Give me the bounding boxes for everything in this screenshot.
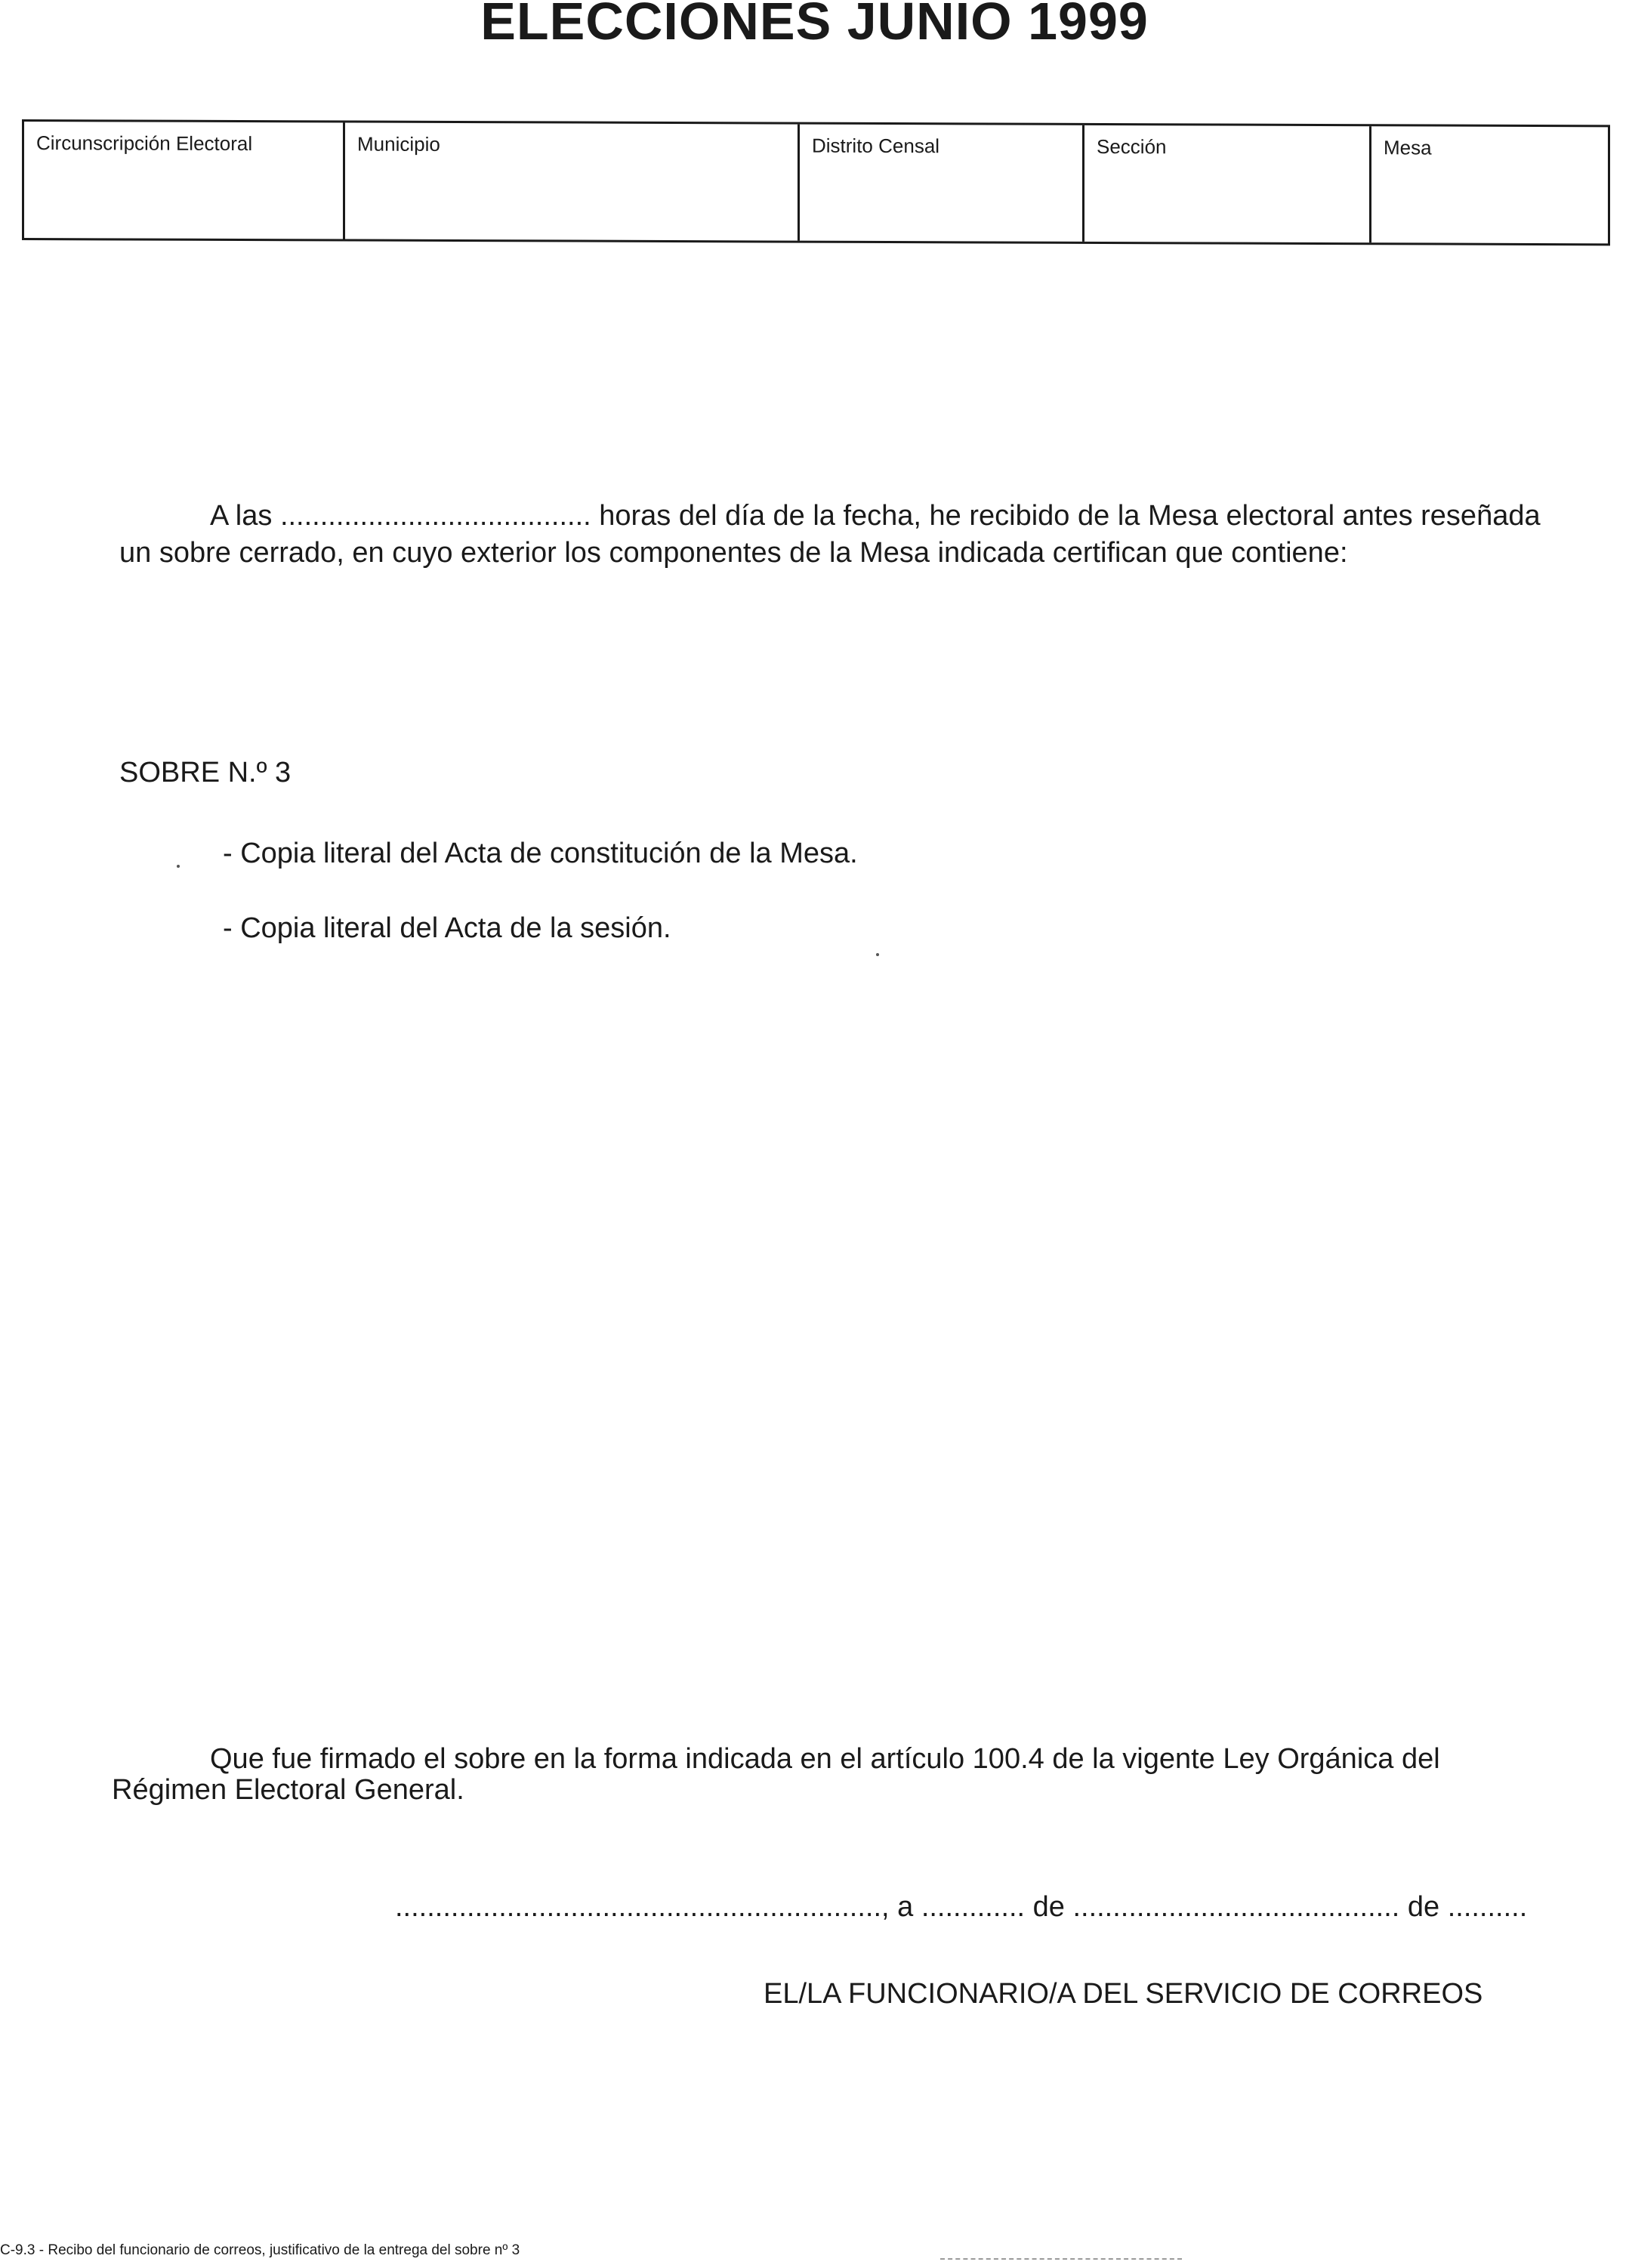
distrito-censal-label: Distrito Censal	[812, 134, 940, 158]
signature-paragraph-line-1: Que fue firmado el sobre en la forma indicada en el artículo 100.4 de la vigente Ley Orgánica del	[210, 1743, 1440, 1775]
page-title: ELECCIONES JUNIO 1999	[480, 0, 1149, 51]
scan-speck	[177, 865, 180, 868]
sobre-item: - Copia literal del Acta de constitución de la Mesa.	[223, 838, 858, 869]
signature-paragraph-line-2: Régimen Electoral General.	[112, 1774, 464, 1806]
receipt-paragraph-line-2: un sobre cerrado, en cuyo exterior los componentes de la Mesa indicada certifican que contiene:	[119, 537, 1348, 569]
sobre-heading: SOBRE N.º 3	[119, 757, 292, 788]
sobre-item: - Copia literal del Acta de la sesión.	[223, 912, 671, 944]
municipio-label: Municipio	[357, 132, 440, 156]
place-date-line: ............................................................., a ............. de ......................................... de ..........	[395, 1891, 1528, 1923]
seccion-label: Sección	[1097, 134, 1167, 159]
receipt-paragraph-line-1: A las ....................................... horas del día de la fecha, he recibido de la Mesa electoral antes reseñada	[210, 500, 1541, 532]
circunscripcion-label: Circunscripción Electoral	[36, 131, 253, 156]
mesa-field[interactable]	[1371, 126, 1608, 243]
mesa-label: Mesa	[1384, 136, 1432, 159]
circunscripcion-field[interactable]	[24, 122, 345, 239]
seccion-field[interactable]	[1084, 125, 1371, 242]
form-footer-note: C-9.3 - Recibo del funcionario de correos, justificativo de la entrega del sobre nº 3	[0, 2242, 520, 2258]
municipio-field[interactable]	[345, 122, 800, 240]
scan-artifact-line	[940, 2258, 1182, 2260]
header-table	[22, 119, 1610, 245]
scan-speck	[876, 953, 879, 956]
signature-label: EL/LA FUNCIONARIO/A DEL SERVICIO DE CORREOS	[764, 1978, 1483, 2010]
distrito-censal-field[interactable]	[800, 125, 1084, 242]
